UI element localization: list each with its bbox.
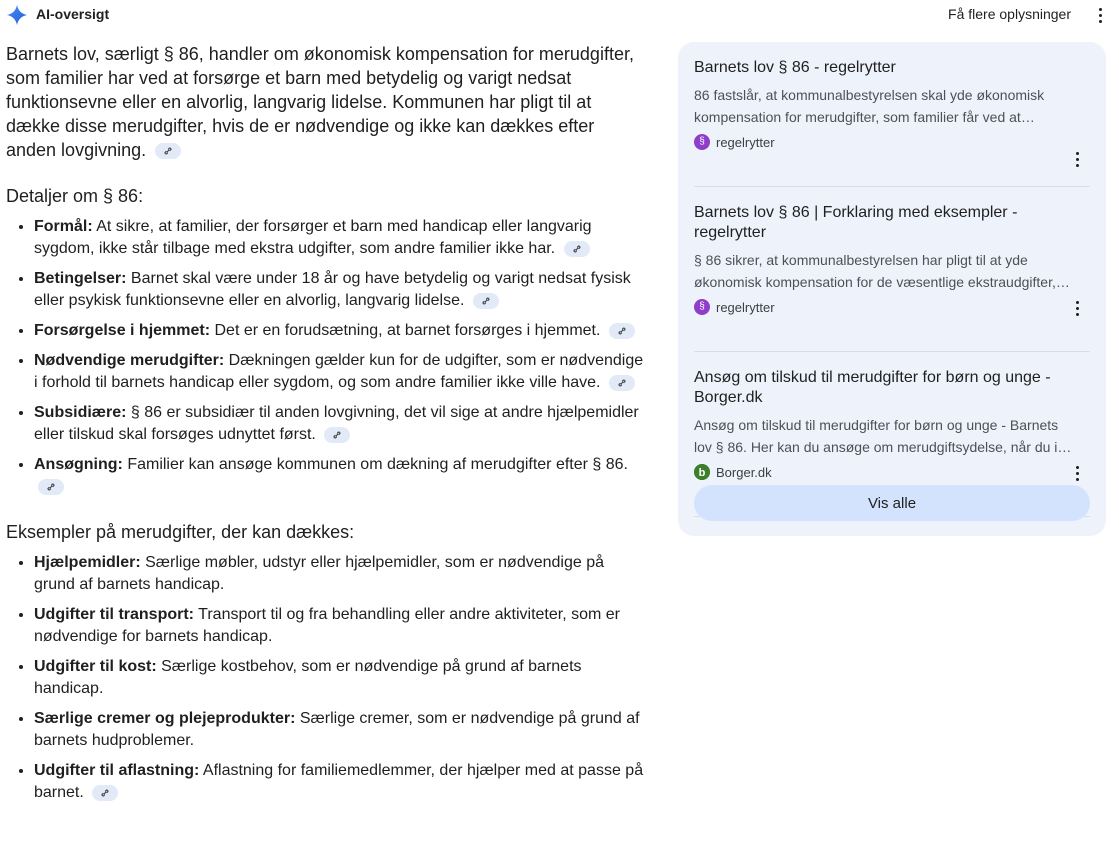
source-more-options-button[interactable] bbox=[1070, 299, 1084, 317]
source-site bbox=[694, 132, 1090, 152]
list-item-text: Dækningen gælder kun for de udgifter, som er nødvendige i forhold til barnets handicap eller sygdom, og som andre familier ikke ville have. bbox=[34, 352, 644, 391]
regelrytter-favicon-icon: § bbox=[694, 299, 710, 315]
citation-link-chip[interactable] bbox=[609, 323, 635, 339]
examples-heading: Eksempler på merudgifter, der kan dækkes: bbox=[6, 522, 355, 542]
link-icon bbox=[617, 378, 627, 388]
ai-overview-title: AI-oversigt bbox=[36, 6, 110, 22]
list-item bbox=[34, 604, 646, 648]
regelrytter-favicon-icon: § bbox=[694, 134, 710, 150]
svg-text:b: b bbox=[698, 467, 706, 479]
link-icon bbox=[572, 244, 582, 254]
list-item-text: Det er en forudsætning, at barnet forsørges i hjemmet. bbox=[210, 322, 601, 339]
list-item-term: Hjælpemidler: bbox=[34, 554, 141, 571]
source-card[interactable] bbox=[694, 58, 1090, 187]
citation-link-chip[interactable] bbox=[38, 479, 64, 495]
citation-link-chip[interactable] bbox=[324, 427, 350, 443]
list-item-text: Familier kan ansøge kommunen om dækning af merudgifter efter § 86. bbox=[122, 456, 628, 473]
source-snippet: § 86 sikrer, at kommunalbestyrelsen har pligt til at yde økonomisk kompensation for de væsentlige ekstraudgifter, bbox=[694, 252, 1056, 290]
list-item-term: Udgifter til aflastning: bbox=[34, 762, 200, 779]
list-item-text: Barnet skal være under 18 år og have betydelig og varigt nedsat fysisk eller psykisk funktionsevne eller en alvorlig, langvarig lidelse. bbox=[34, 270, 631, 309]
source-site-name: regelrytter bbox=[716, 299, 775, 315]
list-item bbox=[34, 708, 646, 752]
list-item-term: Subsidiære: bbox=[34, 404, 127, 421]
list-item-term: Ansøgning: bbox=[34, 456, 123, 473]
list-item-text: Transport til og fra behandling eller andre aktiviteter, som er nødvendige for barnets handicap. bbox=[34, 606, 620, 645]
list-item-term: Betingelser: bbox=[34, 270, 127, 287]
source-title[interactable]: Ansøg om tilskud til merudgifter for børn og unge - Borger.dk bbox=[694, 369, 1051, 406]
list-item-text: Aflastning for familiemedlemmer, der hjælper med at passe på barnet. bbox=[34, 762, 644, 801]
ai-overview-header bbox=[0, 0, 1119, 30]
examples-list bbox=[6, 552, 646, 804]
source-snippet: 86 fastslår, at kommunalbestyrelsen skal yde økonomisk kompensation for merudgifter, som familier får ved at bbox=[694, 87, 1045, 125]
borger-logo-icon bbox=[694, 464, 710, 480]
header-more-options-button[interactable] bbox=[1093, 6, 1107, 24]
source-more-options-button[interactable] bbox=[1070, 464, 1084, 482]
source-site bbox=[694, 297, 1090, 317]
source-snippet: Ansøg om tilskud til merudgifter for børn og unge - Barnets lov § 86. Her kan du ansøge om merudgiftsydelse, når du i bbox=[694, 417, 1059, 455]
more-vert-icon bbox=[1093, 6, 1107, 23]
list-item-term: Nødvendige merudgifter: bbox=[34, 352, 225, 369]
gemini-sparkle-icon bbox=[6, 4, 28, 26]
list-item bbox=[34, 760, 646, 804]
show-all-button[interactable]: Vis alle bbox=[694, 485, 1090, 521]
list-item-text: At sikre, at familier, der forsørger et barn med handicap eller langvarig sygdom, ikke står tilbage med ekstra udgifter, som andre familier ikke har. bbox=[34, 218, 592, 257]
list-item-term: Formål: bbox=[34, 218, 93, 235]
citation-link-chip[interactable] bbox=[92, 785, 118, 801]
more-vert-icon bbox=[1070, 464, 1084, 481]
more-info-link[interactable]: Få flere oplysninger bbox=[948, 6, 1071, 22]
citation-link-chip[interactable] bbox=[473, 293, 499, 309]
list-item-text: § 86 er subsidiær til anden lovgivning, det vil sige at andre hjælpemidler eller tilskud skal forsøges udnyttet først. bbox=[34, 404, 639, 443]
list-item-term: Særlige cremer og plejeprodukter: bbox=[34, 710, 296, 727]
source-more-options-button[interactable] bbox=[1070, 150, 1084, 168]
list-item bbox=[34, 454, 646, 498]
list-item-text: Særlige kostbehov, som er nødvendige på grund af barnets handicap. bbox=[34, 658, 582, 697]
citation-link-chip[interactable] bbox=[155, 143, 181, 159]
source-site-name: Borger.dk bbox=[716, 464, 772, 480]
link-icon bbox=[332, 430, 342, 440]
source-title[interactable]: Barnets lov § 86 | Forklaring med eksempler - regelrytter bbox=[694, 204, 1018, 241]
list-item-term: Udgifter til transport: bbox=[34, 606, 194, 623]
intro-text: Barnets lov, særligt § 86, handler om økonomisk kompensation for merudgifter, som familier har ved at forsørge et barn med betydelig og varigt nedsat funktionsevne eller en alvorlig, langvarig lidelse. Kommunen har pligt til at dække disse merudgifter, hvis de er nødvendige og ikke kan dækkes efter anden lovgivning. bbox=[6, 44, 634, 160]
link-icon bbox=[481, 296, 491, 306]
list-item bbox=[34, 216, 646, 260]
source-site-name: regelrytter bbox=[716, 134, 775, 150]
link-icon bbox=[617, 326, 627, 336]
list-item bbox=[34, 402, 646, 446]
list-item bbox=[34, 268, 646, 312]
borger-dk-favicon-icon bbox=[694, 464, 710, 480]
list-item-term: Forsørgelse i hjemmet: bbox=[34, 322, 211, 339]
more-vert-icon bbox=[1070, 150, 1084, 167]
link-icon bbox=[100, 788, 110, 798]
list-item-text: Særlige møbler, udstyr eller hjælpemidler, som er nødvendige på grund af barnets handicap. bbox=[34, 554, 604, 593]
intro-paragraph bbox=[6, 42, 646, 162]
source-title[interactable]: Barnets lov § 86 - regelrytter bbox=[694, 59, 896, 76]
citation-link-chip[interactable] bbox=[609, 375, 635, 391]
list-item bbox=[34, 350, 646, 394]
more-vert-icon bbox=[1070, 299, 1084, 316]
citation-link-chip[interactable] bbox=[564, 241, 590, 257]
link-icon bbox=[163, 146, 173, 156]
ai-answer bbox=[6, 42, 646, 812]
list-item bbox=[34, 552, 646, 596]
link-icon bbox=[46, 482, 56, 492]
list-item-text: Særlige cremer, som er nødvendige på grund af barnets hudproblemer. bbox=[34, 710, 640, 749]
sources-panel bbox=[678, 42, 1106, 536]
source-site bbox=[694, 462, 1090, 482]
list-item bbox=[34, 320, 646, 342]
source-card[interactable] bbox=[694, 187, 1090, 352]
list-item-term: Udgifter til kost: bbox=[34, 658, 157, 675]
details-list bbox=[6, 216, 646, 498]
list-item bbox=[34, 656, 646, 700]
details-heading: Detaljer om § 86: bbox=[6, 186, 144, 206]
